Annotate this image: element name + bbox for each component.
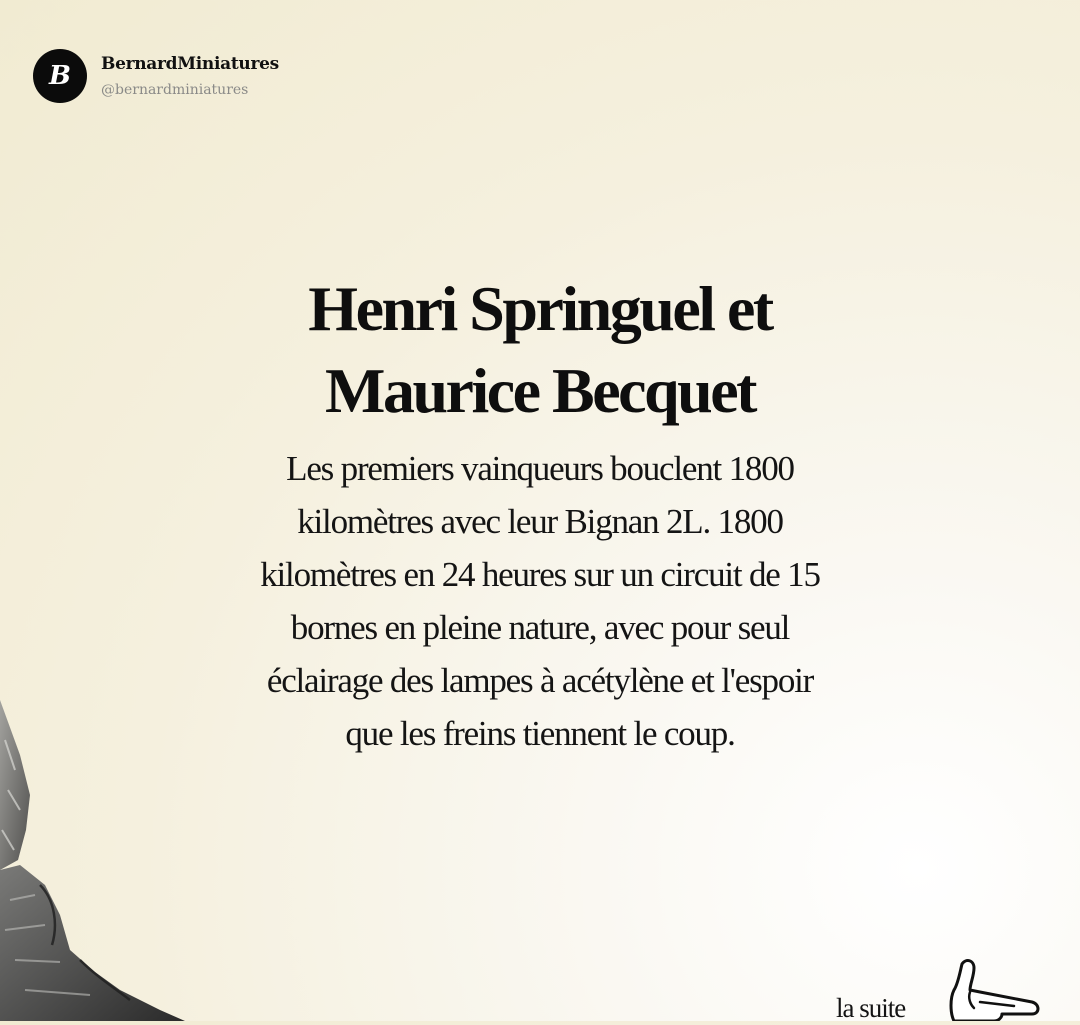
- profile-header: [33, 49, 279, 103]
- body-text: [200, 442, 880, 760]
- profile-text: [101, 53, 279, 100]
- body-line-1: Les premiers vainqueurs bouclent 1800: [286, 449, 794, 488]
- headline-line-2: Maurice Becquet: [325, 355, 755, 426]
- headline-line-1: Henri Springuel et: [308, 273, 772, 344]
- next-label[interactable]: la suite: [836, 993, 906, 1023]
- headline: [90, 268, 990, 432]
- body-line-4: bornes en pleine nature, avec pour seul: [290, 608, 790, 647]
- body-line-2: kilomètres avec leur Bignan 2L. 1800: [297, 502, 783, 541]
- profile-handle: @bernardminiatures: [101, 81, 249, 98]
- body-line-6: que les freins tiennent le coup.: [345, 714, 735, 753]
- avatar[interactable]: [33, 49, 87, 103]
- profile-name[interactable]: BernardMiniatures: [101, 53, 279, 74]
- body-line-3: kilomètres en 24 heures sur un circuit de 15: [260, 555, 820, 594]
- avatar-letter: B: [49, 61, 71, 91]
- rock-illustration-icon: [0, 700, 200, 1021]
- body-line-5: éclairage des lampes à acétylène et l'espoir: [266, 661, 814, 700]
- pointing-hand-icon[interactable]: [940, 958, 1050, 1021]
